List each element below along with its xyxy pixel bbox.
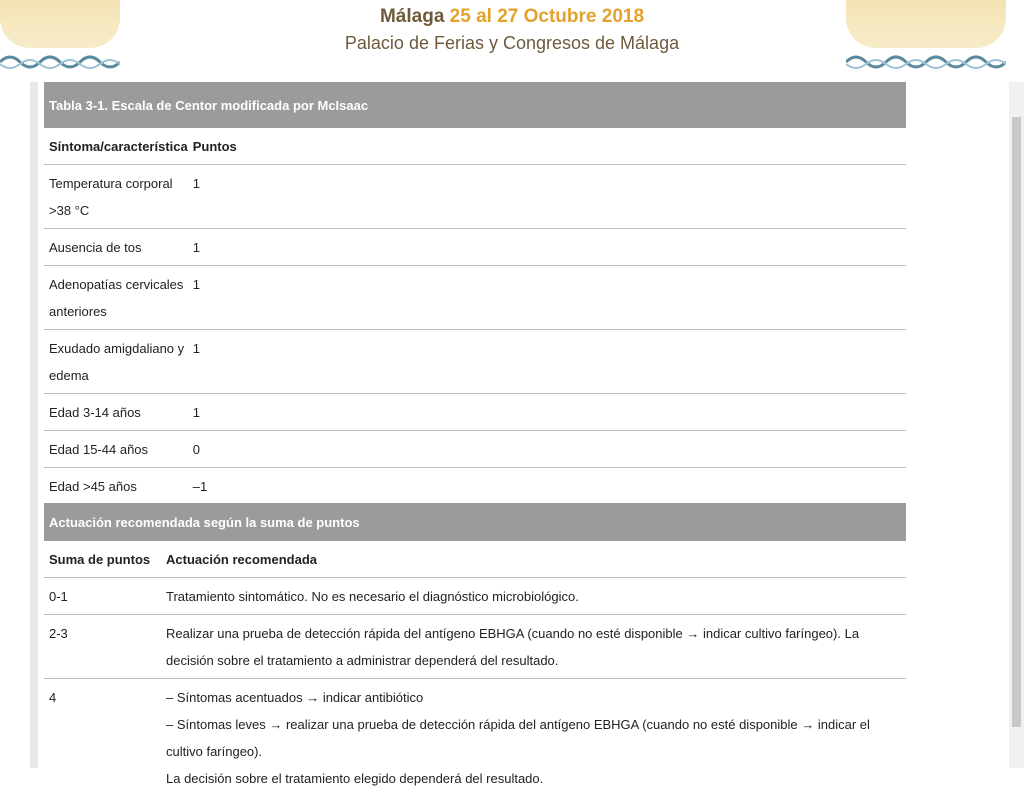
vertical-scrollbar[interactable] bbox=[1009, 82, 1024, 768]
scrollbar-thumb[interactable] bbox=[1012, 117, 1021, 727]
symptom-cell: Edad 3-14 años bbox=[44, 394, 188, 431]
table-row bbox=[44, 266, 906, 330]
points-cell: 1 bbox=[188, 165, 906, 229]
column-header-symptom: Síntoma/característica bbox=[44, 128, 188, 165]
table-title-row bbox=[44, 503, 906, 541]
symptom-cell: Edad 15-44 años bbox=[44, 431, 188, 468]
centor-table bbox=[44, 82, 906, 505]
action-line: – Síntomas acentuados → indicar antibiótico bbox=[166, 684, 906, 711]
sum-cell: 2-3 bbox=[44, 615, 161, 679]
wave-ornament-icon bbox=[846, 52, 1006, 72]
action-cell: Realizar una prueba de detección rápida del antígeno EBHGA (cuando no esté disponible → indicar cultivo faríngeo). La decisión sobre el tratamiento a administrar dependerá del resultado. bbox=[161, 615, 906, 679]
table-header-row bbox=[44, 128, 906, 165]
points-cell: –1 bbox=[188, 468, 906, 505]
symptom-cell: Exudado amigdaliano y edema bbox=[44, 330, 188, 394]
points-cell: 1 bbox=[188, 330, 906, 394]
points-cell: 0 bbox=[188, 431, 906, 468]
document-content bbox=[30, 82, 1009, 768]
sum-cell: 0-1 bbox=[44, 578, 161, 615]
action-line: La decisión sobre el tratamiento elegido dependerá del resultado. bbox=[166, 765, 906, 792]
column-header-sum: Suma de puntos bbox=[44, 541, 161, 578]
sum-cell: 4 bbox=[44, 679, 161, 796]
table-row bbox=[44, 431, 906, 468]
action-cell bbox=[161, 679, 906, 796]
wave-ornament-icon bbox=[0, 52, 120, 72]
table-title: Actuación recomendada según la suma de puntos bbox=[44, 503, 906, 541]
table-row bbox=[44, 165, 906, 229]
symptom-cell: Temperatura corporal >38 °C bbox=[44, 165, 188, 229]
points-cell: 1 bbox=[188, 266, 906, 330]
table-row bbox=[44, 330, 906, 394]
symptom-cell: Ausencia de tos bbox=[44, 229, 188, 266]
symptom-cell: Adenopatías cervicales anteriores bbox=[44, 266, 188, 330]
points-cell: 1 bbox=[188, 229, 906, 266]
action-line: – Síntomas leves → realizar una prueba de detección rápida del antígeno EBHGA (cuando no esté disponible → indicar el cultivo faríngeo). bbox=[166, 711, 906, 765]
table-row bbox=[44, 394, 906, 431]
action-cell: Tratamiento sintomático. No es necesario el diagnóstico microbiológico. bbox=[161, 578, 906, 615]
column-header-action: Actuación recomendada bbox=[161, 541, 906, 578]
table-row bbox=[44, 468, 906, 505]
table-row bbox=[44, 229, 906, 266]
table-row bbox=[44, 578, 906, 615]
table-title: Tabla 3-1. Escala de Centor modificada por McIsaac bbox=[44, 82, 906, 128]
banner-illustration-right bbox=[846, 0, 1006, 76]
banner-venue: Palacio de Ferias y Congresos de Málaga bbox=[0, 33, 1024, 54]
table-title-row bbox=[44, 82, 906, 128]
points-cell: 1 bbox=[188, 394, 906, 431]
banner-city: Málaga bbox=[380, 6, 444, 27]
column-header-points: Puntos bbox=[188, 128, 906, 165]
banner-dates: 25 al 27 Octubre 2018 bbox=[450, 6, 644, 27]
recommendation-table bbox=[44, 503, 906, 796]
table-row bbox=[44, 679, 906, 796]
symptom-cell: Edad >45 años bbox=[44, 468, 188, 505]
table-row bbox=[44, 615, 906, 679]
table-header-row bbox=[44, 541, 906, 578]
event-banner bbox=[0, 0, 1024, 82]
